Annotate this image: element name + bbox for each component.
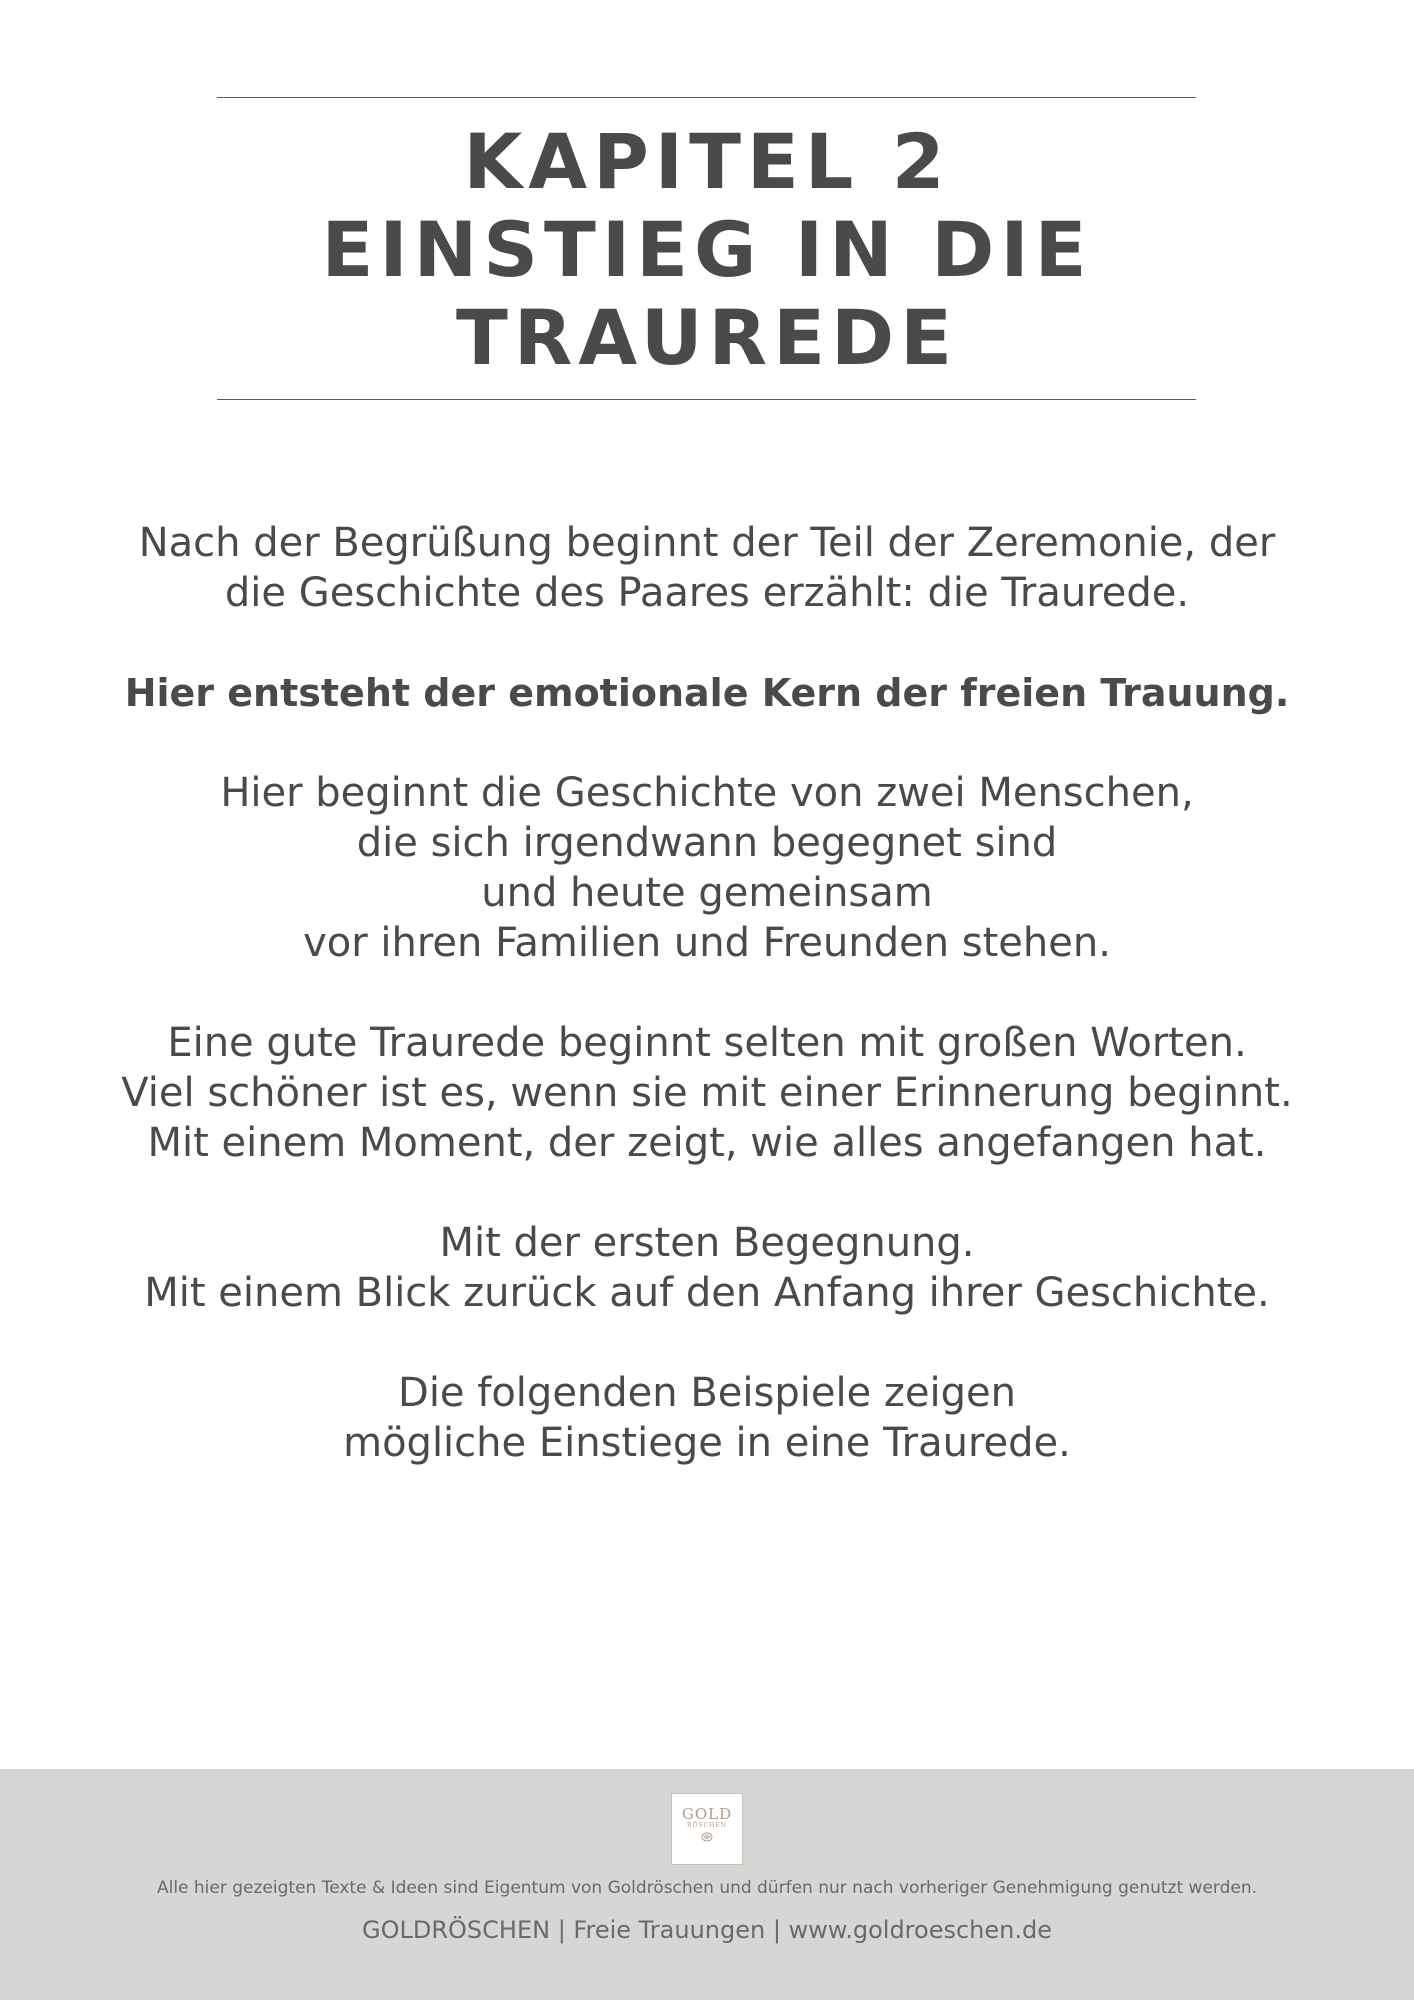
logo-text-main: GOLD xyxy=(681,1805,733,1823)
text-line: Mit einem Moment, der zeigt, wie alles angefangen hat. xyxy=(147,1120,1267,1166)
highlight-paragraph xyxy=(60,668,1354,718)
rose-icon xyxy=(700,1832,714,1842)
title-divider-top xyxy=(217,97,1196,98)
text-line: Hier entsteht der emotionale Kern der freien Trauung. xyxy=(124,671,1290,715)
text-line: die sich irgendwann begegnet sind xyxy=(356,820,1058,866)
logo-text-sub: RÖSCHEN xyxy=(687,1822,727,1829)
title-line: EINSTIEG IN DIE xyxy=(321,205,1093,294)
page-footer xyxy=(0,1769,1414,2000)
text-line: die Geschichte des Paares erzählt: die Traurede. xyxy=(224,570,1190,616)
text-line: und heute gemeinsam xyxy=(481,870,933,916)
brand-logo xyxy=(671,1793,743,1865)
text-line: Mit der ersten Begegnung. xyxy=(439,1220,975,1266)
title-line: TRAUREDE xyxy=(456,293,958,382)
advice-paragraph xyxy=(60,1018,1354,1168)
text-line: Eine gute Traurede beginnt selten mit großen Worten. xyxy=(167,1020,1247,1066)
title-divider-bottom xyxy=(217,399,1196,400)
body-text xyxy=(60,518,1354,1518)
text-line: Nach der Begrüßung beginnt der Teil der Zeremonie, der xyxy=(138,520,1276,566)
text-line: mögliche Einstiege in eine Traurede. xyxy=(343,1420,1071,1466)
text-line: Viel schöner ist es, wenn sie mit einer Erinnerung beginnt. xyxy=(121,1070,1293,1116)
title-line: KAPITEL 2 xyxy=(463,117,951,206)
page-title xyxy=(150,118,1264,382)
examples-paragraph xyxy=(60,1368,1354,1468)
footer-brand-line: GOLDRÖSCHEN | Freie Trauungen | www.goldroeschen.de xyxy=(362,1916,1052,1944)
text-line: Die folgenden Beispiele zeigen xyxy=(398,1370,1016,1416)
first-meeting-paragraph xyxy=(60,1218,1354,1318)
text-line: vor ihren Familien und Freunden stehen. xyxy=(303,920,1111,966)
intro-paragraph xyxy=(60,518,1354,618)
text-line: Hier beginnt die Geschichte von zwei Menschen, xyxy=(220,770,1194,816)
copyright-disclaimer: Alle hier gezeigten Texte & Ideen sind Eigentum von Goldröschen und dürfen nur nach vorheriger Genehmigung genutzt werden. xyxy=(156,1878,1258,1898)
text-line: Mit einem Blick zurück auf den Anfang ihrer Geschichte. xyxy=(144,1270,1270,1316)
story-paragraph xyxy=(60,768,1354,968)
